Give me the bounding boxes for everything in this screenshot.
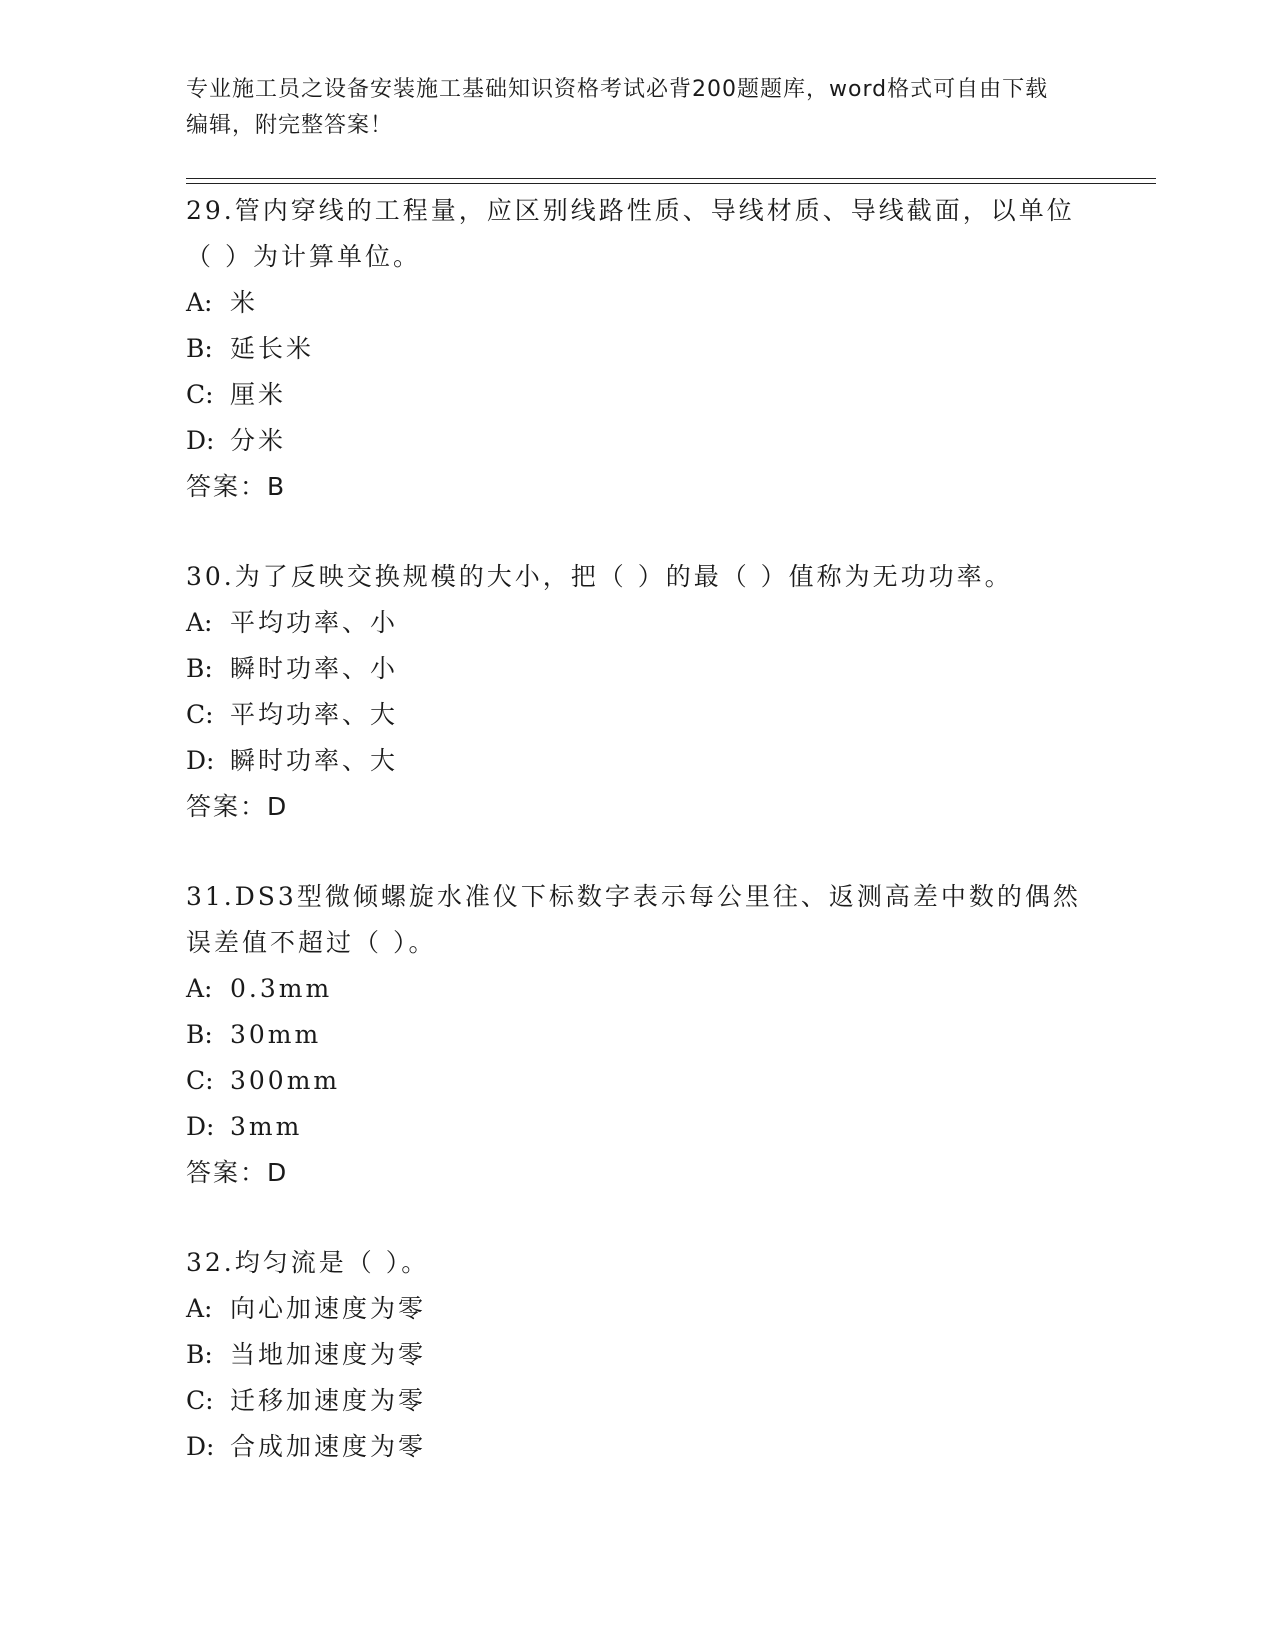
question-31 xyxy=(186,874,1086,1196)
option-d xyxy=(186,1104,1086,1150)
option-letter: B: xyxy=(186,1020,213,1049)
question-32 xyxy=(186,1240,1086,1470)
option-letter: C: xyxy=(186,380,214,409)
question-stem: 31.DS3型微倾螺旋水准仪下标数字表示每公里往、返测高差中数的偶然误差值不超过（ ）。 xyxy=(186,882,1081,957)
option-b xyxy=(186,646,1086,692)
option-text: 3mm xyxy=(230,1112,303,1141)
option-c xyxy=(186,372,1086,418)
option-text: 30mm xyxy=(230,1020,322,1049)
option-text: 平均功率、大 xyxy=(230,700,399,729)
option-letter: D: xyxy=(186,426,215,455)
answer: 答案：D xyxy=(186,1158,289,1187)
option-d xyxy=(186,1424,1086,1470)
option-d xyxy=(186,738,1086,784)
option-letter: D: xyxy=(186,746,215,775)
option-b xyxy=(186,1012,1086,1058)
option-text: 瞬时功率、小 xyxy=(230,654,399,683)
option-c xyxy=(186,692,1086,738)
option-text: 当地加速度为零 xyxy=(230,1340,427,1369)
option-a xyxy=(186,966,1086,1012)
question-stem: 29.管内穿线的工程量，应区别线路性质、导线材质、导线截面，以单位（ ）为计算单位。 xyxy=(186,196,1075,271)
option-c xyxy=(186,1058,1086,1104)
option-a xyxy=(186,1286,1086,1332)
option-text: 向心加速度为零 xyxy=(230,1294,427,1323)
question-stem: 32.均匀流是（ ）。 xyxy=(186,1248,430,1277)
answer: 答案：B xyxy=(186,472,287,501)
option-letter: B: xyxy=(186,1340,213,1369)
option-text: 迁移加速度为零 xyxy=(230,1386,427,1415)
option-b xyxy=(186,326,1086,372)
option-letter: A: xyxy=(186,974,213,1003)
option-letter: C: xyxy=(186,1066,214,1095)
option-a xyxy=(186,600,1086,646)
option-letter: D: xyxy=(186,1112,215,1141)
option-text: 300mm xyxy=(230,1066,341,1095)
option-text: 延长米 xyxy=(230,334,315,363)
option-text: 0.3mm xyxy=(230,974,333,1003)
option-letter: C: xyxy=(186,1386,214,1415)
option-letter: D: xyxy=(186,1432,215,1461)
answer: 答案：D xyxy=(186,792,289,821)
option-text: 平均功率、小 xyxy=(230,608,399,637)
header-divider-top xyxy=(186,178,1156,179)
option-text: 瞬时功率、大 xyxy=(230,746,399,775)
option-letter: A: xyxy=(186,288,213,317)
option-letter: B: xyxy=(186,334,213,363)
question-29 xyxy=(186,188,1086,510)
question-30 xyxy=(186,554,1086,830)
question-stem: 30.为了反映交换规模的大小，把（ ）的最（ ）值称为无功功率。 xyxy=(186,562,1013,591)
option-letter: A: xyxy=(186,1294,213,1323)
option-a xyxy=(186,280,1086,326)
option-letter: B: xyxy=(186,654,213,683)
option-c xyxy=(186,1378,1086,1424)
option-text: 厘米 xyxy=(230,380,287,409)
option-text: 分米 xyxy=(230,426,287,455)
option-letter: C: xyxy=(186,700,214,729)
document-header: 专业施工员之设备安装施工基础知识资格考试必背200题题库，word格式可自由下载编辑，附完整答案！ xyxy=(186,77,1049,138)
option-b xyxy=(186,1332,1086,1378)
option-text: 米 xyxy=(230,288,259,317)
option-d xyxy=(186,418,1086,464)
option-letter: A: xyxy=(186,608,213,637)
header-divider-bottom xyxy=(186,183,1156,184)
option-text: 合成加速度为零 xyxy=(230,1432,427,1461)
